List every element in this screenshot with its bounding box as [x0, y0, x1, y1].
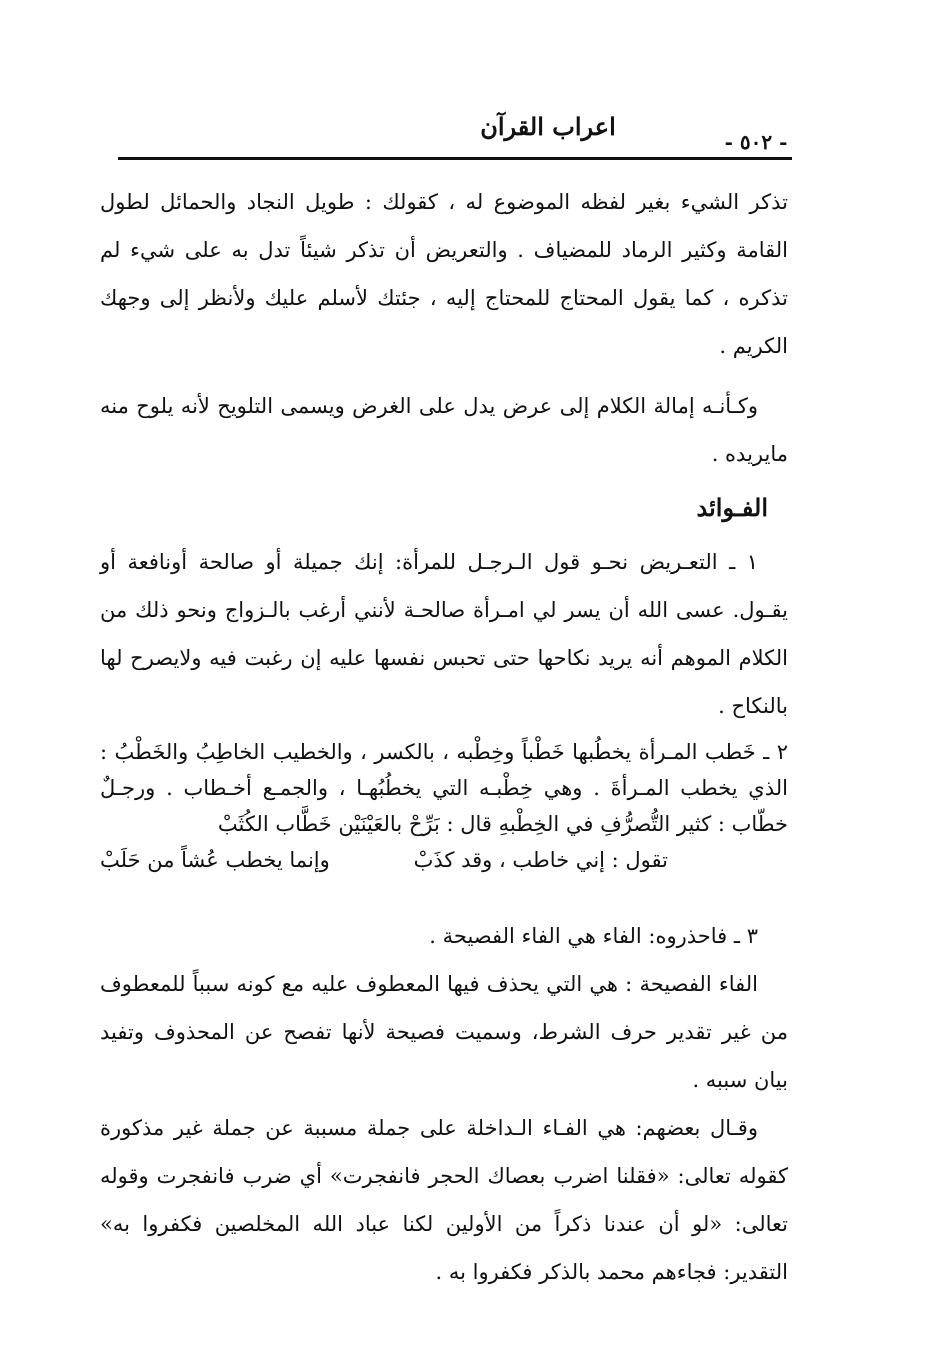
section-heading: الفـوائد [696, 493, 768, 522]
paragraph-continuation: تذكر الشيء بغير لفظه الموضوع له ، كقولك : طويل النجاد والحمائل لطول القامة وكثير الرماد للمضياف . والتعريض أن تذكر شيئاً تدل به على شيء لم تذكره ، كما يقول المحتاج للمحتاج إليه ، جئتك لأسلم عليك ولأنظر إلى وجهك الكريم . [100, 190, 788, 358]
page-header [118, 100, 798, 160]
poetry-verse [100, 842, 788, 878]
running-title: اعراب القرآن [480, 112, 616, 141]
page-number: - ٥٠٢ - [724, 130, 788, 154]
verse-second-hemistich: وإنما يخطب عُشاً من حَلَبْ [100, 848, 330, 872]
verse-first-hemistich: تقول : إني خاطب ، وقد كذَبْ [413, 848, 668, 872]
paragraph-fasiha-definition: الفاء الفصيحة : هي التي يحذف فيها المعطوف عليه مع كونه سبباً للمعطوف من غير تقدير حرف الشرط، وسميت فصيحة لأنها تفصح عن المحذوف وتفيد بيان سببه . [100, 972, 788, 1092]
benefit-item-2: ٢ ـ خَطب المـرأة يخطُبها خَطْباً وخِطْبه ، بالكسر ، والخطيب الخاطِبُ والخَطْبُ : الذي يخطب المـرأةَ . وهي خِطْبـه التي يخطُبُهـا ، والجمـع أخـطاب . ورجـلٌ خطّاب : كثير التُّصرُّفِ في الخِطْبهِ قال : بَرِّحْ بالعَيْنَيْن خَطَّاب الكُثَبْ [100, 740, 788, 836]
benefit-item-1: ١ ـ التعـريض نحـو قول الـرجـل للمرأة: إنك جميلة أو صالحة أونافعة أو يقـول. عسى الله أن يسر لي امـرأة صالحـة لأنني أرغب بالـزواج ونحو ذلك من الكلام الموهم أنه يريد نكاحها حتى تحبس نفسها عليه إن رغبت فيه ولايصرح لها بالنكاح . [100, 550, 788, 718]
header-rule [118, 157, 792, 160]
paragraph-tawleeh: وكـأنـه إمالة الكلام إلى عرض يدل على الغرض ويسمى التلويح لأنه يلوح منه مايريده . [100, 394, 788, 466]
page-body [100, 178, 788, 1296]
paragraph-fasiha-examples: وقـال بعضهم: هي الفـاء الـداخلة على جملة مسببة عن جملة غير مذكورة كقوله تعالى: «فقلنا اضرب بعصاك الحجر فانفجرت» أي ضرب فانفجرت وقوله تعالى: «لو أن عندنا ذكراً من الأولين لكنا عباد الله المخلصين فكفروا به» التقدير: فجاءهم محمد بالذكر فكفروا به . [100, 1116, 788, 1284]
benefit-item-3: ٣ ـ فاحذروه: الفاء هي الفاء الفصيحة . [429, 924, 758, 948]
